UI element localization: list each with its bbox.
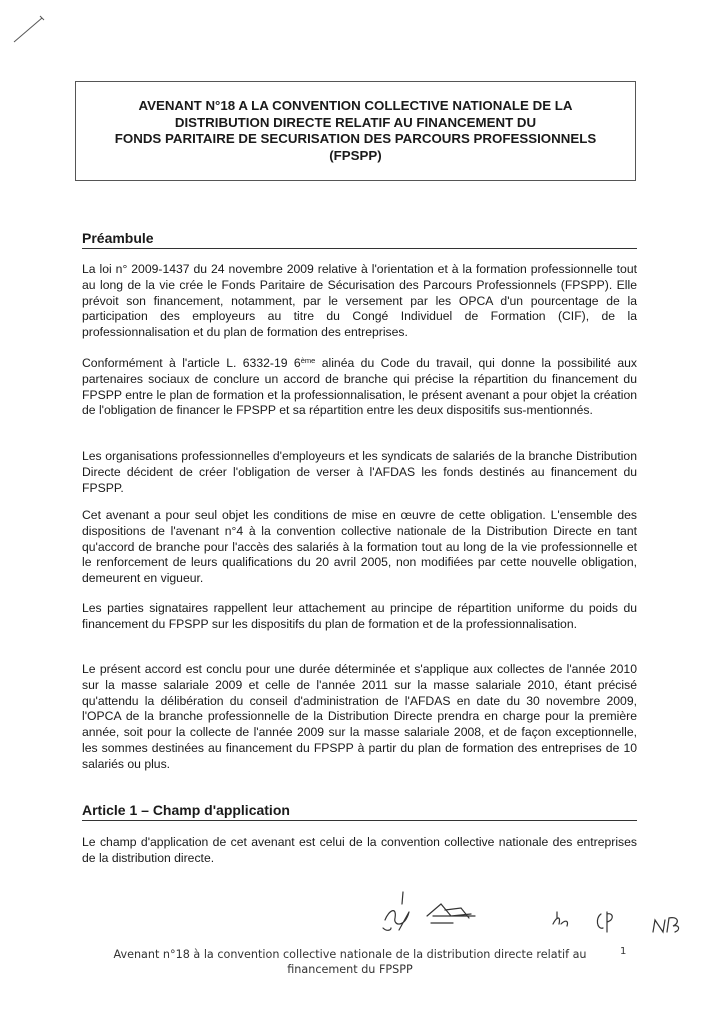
page-number: 1 [620,946,627,957]
preamble-paragraph-1: La loi n° 2009-1437 du 24 novembre 2009 relative à l'orientation et à la formation professionnelle tout au long de la vie crée le Fonds Paritaire de Sécurisation des Parcours Professionnels (FPSPP). Elle prévoit son financement, notamment, par le versement par les OPCA d'un pourcentage de la participation des employeurs au titre du Congé Individuel de Formation (CIF), de la professionnalisation et du plan de formation des entreprises. [82,262,637,340]
title-box [75,81,636,181]
preamble-paragraph-5: Les parties signataires rappellent leur attachement au principe de répartition uniforme du poids du financement du FPSPP sur les dispositifs du plan de formation et de la professionnalisation. [82,601,637,631]
article-1-heading: Article 1 – Champ d'application [82,802,637,821]
preamble-paragraph-6: Le présent accord est conclu pour une durée déterminée et s'applique aux collectes de l'année 2010 sur la masse salariale 2009 et celle de l'année 2011 sur la masse salariale 2010, étant précisé qu'attendu la délibération du conseil d'administration de l'AFDAS en date du 30 novembre 2009, l'OPCA de la branche professionnelle de la Distribution Directe prendra en charge pour la première année, soit pour la collecte de l'année 2009 sur la masse salariale 2008, et de façon exceptionnelle, les sommes destinées au financement du FPSPP à partir du plan de formation des entreprises de 10 salariés ou plus. [82,662,637,771]
title-line-2: DISTRIBUTION DIRECTE RELATIF AU FINANCEMENT DU [174,114,537,130]
footer-text: Avenant n°18 à la convention collective nationale de la distribution directe relatif au financement du FPSPP [113,948,587,976]
pen-stroke-mark [12,14,46,44]
preamble-paragraph-4: Cet avenant a pour seul objet les conditions de mise en œuvre de cette obligation. L'ensemble des dispositions de l'avenant n°4 à la convention collective nationale de la Distribution Directe en tant qu'accord de branche pour l'accès des salariés à la formation tout au long de la vie professionnelle et le renforcement de leurs qualifications du 20 avril 2005, non modifiées par cette nouvelle obligation, demeurent en vigueur. [82,508,637,586]
article-1-paragraph: Le champ d'application de cet avenant est celui de la convention collective nationale des entreprises de la distribution directe. [82,835,637,865]
preamble-paragraph-2 [82,356,637,419]
preamble-paragraph-2-start: Conformément à l'article L. 6332-19 6 [82,356,301,370]
preamble-heading: Préambule [82,230,637,249]
document-title [115,98,596,164]
preamble-paragraph-3: Les organisations professionnelles d'employeurs et les syndicats de salariés de la branche Distribution Directe décident de créer l'obligation de verser à l'AFDAS les fonds destinés au financement du FPSPP. [82,449,637,495]
initials-signatures [375,890,695,940]
superscript-ordinal: ème [300,356,316,365]
title-line-4: (FPSPP) [329,147,382,163]
preamble-paragraph-2-end: alinéa du Code du travail, qui donne la possibilité aux partenaires sociaux de conclure un accord de branche qui précise la répartition du financement du FPSPP entre le plan de formation et la professionnalisation, le présent avenant a pour objet la création de l'obligation de financer le FPSPP et sa répartition entre les deux dispositifs sus-mentionnés. [82,356,638,418]
title-line-1: AVENANT N°18 A LA CONVENTION COLLECTIVE NATIONALE DE LA [138,98,573,113]
title-line-3: FONDS PARITAIRE DE SECURISATION DES PARCOURS PROFESSIONNELS [114,131,597,146]
